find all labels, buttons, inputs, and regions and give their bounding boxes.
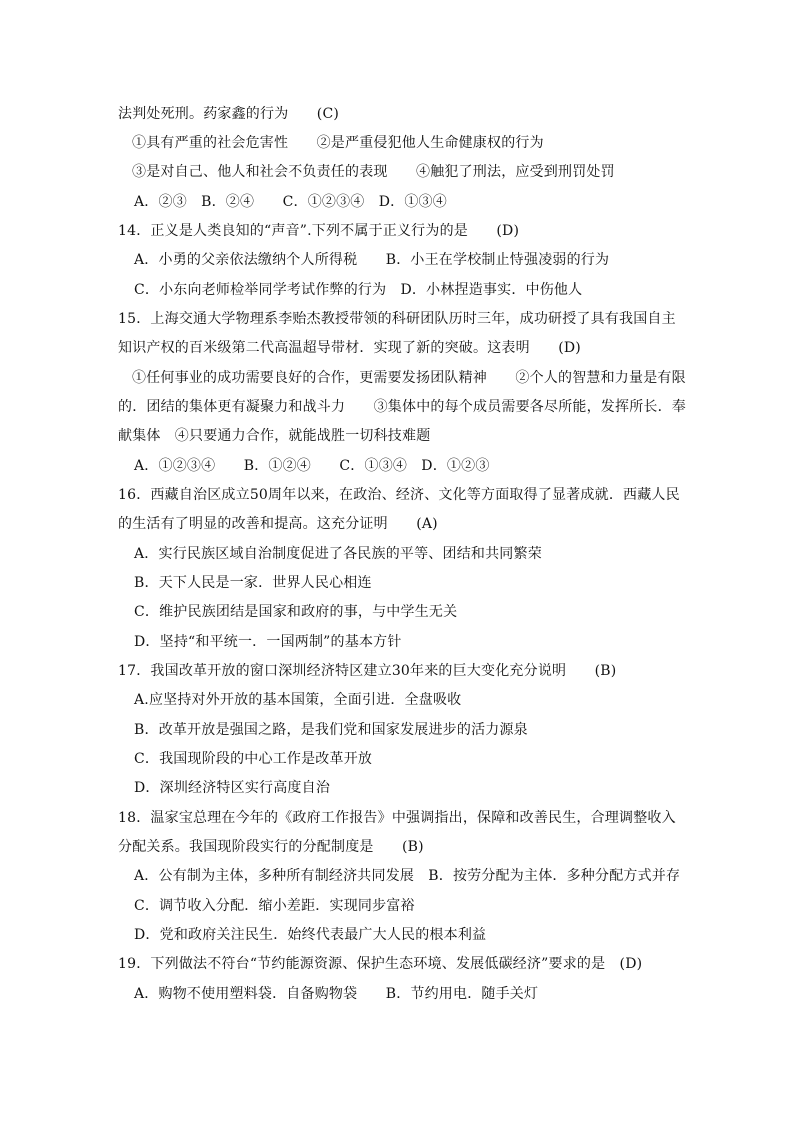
text-line: 献集体 ④只要通力合作，就能战胜一切科技难题 [118, 428, 431, 444]
text-line: 法判处死刑。药家鑫的行为 (C) [118, 106, 340, 122]
option-line: A．①②③④ B．①②④ C．①③④ D．①②③ [134, 458, 490, 474]
option-line: C．我国现阶段的中心工作是改革开放 [134, 751, 373, 767]
text-line: ①具有严重的社会危害性 ②是严重侵犯他人生命健康权的行为 [132, 135, 544, 151]
option-line: C．小东向老师检举同学考试作弊的行为 D．小林捏造事实．中伤他人 [134, 282, 583, 298]
option-line: C．维护民族团结是国家和政府的事，与中学生无关 [134, 604, 458, 620]
question-line: 16．西藏自治区成立50周年以来，在政治、经济、文化等方面取得了显著成就．西藏人民 [118, 487, 680, 503]
option-line: B．改革开放是强国之路，是我们党和国家发展进步的活力源泉 [134, 722, 528, 738]
text-line: ①任何事业的成功需要良好的合作，更需要发扬团队精神 ②个人的智慧和力量是有限 [132, 370, 686, 386]
option-line: A．实行民族区域自治制度促进了各民族的平等、团结和共同繁荣 [134, 546, 542, 562]
question-line: 18．温家宝总理在今年的《政府工作报告》中强调指出，保障和改善民生，合理调整收入 [118, 810, 676, 826]
question-line: 14．正义是人类良知的“声音”.下列不属于正义行为的是 (D) [118, 223, 520, 239]
option-line: A．小勇的父亲依法缴纳个人所得税 B．小王在学校制止恃强凌弱的行为 [134, 252, 610, 268]
text-line: 分配关系。我国现阶段实行的分配制度是 (B) [118, 839, 424, 855]
question-line: 19．下列做法不符台“节约能源资源、保护生态环境、发展低碳经济”要求的是 (D) [118, 956, 643, 972]
text-line: 知识产权的百米级第二代高温超导带材．实现了新的突破。这表明 (D) [118, 340, 581, 356]
text-line: ③是对自己、他人和社会不负责任的表现 ④触犯了刑法，应受到刑罚处罚 [132, 164, 615, 180]
text-line: 的．团结的集体更有凝聚力和战斗力 ③集体中的每个成员需要各尽所能，发挥所长．奉 [118, 399, 686, 415]
option-line: A．②③ B．②④ C．①②③④ D．①③④ [134, 194, 447, 210]
option-line: D．党和政府关注民生．始终代表最广大人民的根本利益 [134, 927, 487, 943]
question-line: 17．我国改革开放的窗口深圳经济特区建立30年来的巨大变化充分说明 (B) [118, 663, 617, 679]
question-line: 15．上海交通大学物理系李贻杰教授带领的科研团队历时三年，成功研授了具有我国自主 [118, 311, 676, 327]
option-line: A．公有制为主体，多种所有制经济共同发展 B．按劳分配为主体．多种分配方式并存 [134, 868, 681, 884]
option-line: D．坚持“和平统一．一国两制”的基本方针 [134, 634, 402, 650]
option-line: B．天下人民是一家．世界人民心相连 [134, 575, 372, 591]
option-line: D．深圳经济特区实行高度自治 [134, 780, 331, 796]
text-line: 的生活有了明显的改善和提高。这充分证明 (A) [118, 516, 438, 532]
option-line: A．购物不使用塑料袋．自备购物袋 B．节约用电．随手关灯 [134, 986, 539, 1002]
option-line: A.应坚持对外开放的基本国策，全面引进．全盘吸收 [134, 692, 462, 708]
option-line: C．调节收入分配．缩小差距．实现同步富裕 [134, 898, 415, 914]
